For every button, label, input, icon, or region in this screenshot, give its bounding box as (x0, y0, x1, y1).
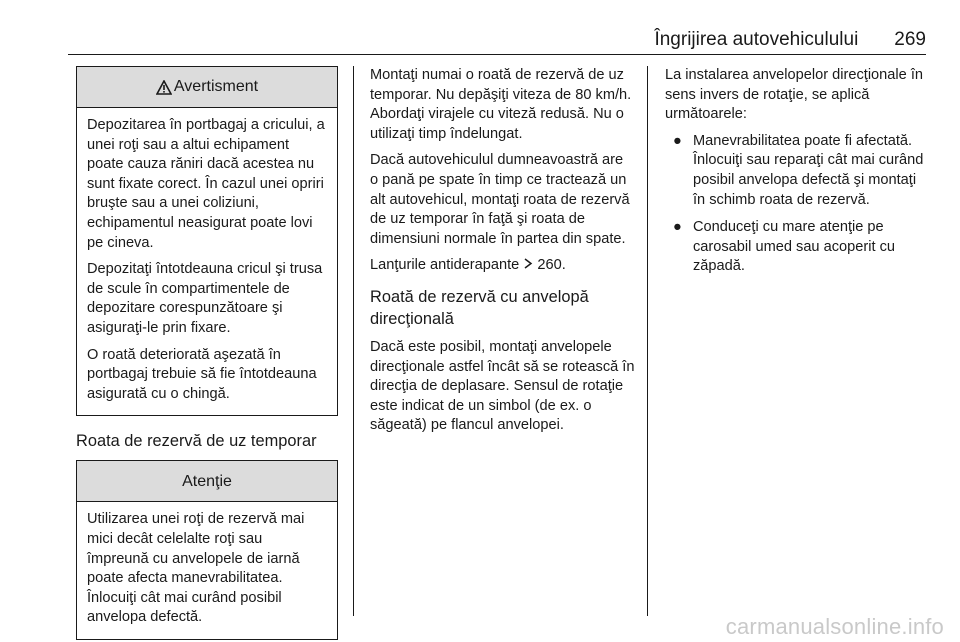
warning-paragraph: O roată deteriorată aşezată în portbagaj trebuie să fie întotdeauna asigurată cu o chingă. (87, 346, 317, 402)
column-divider-right (647, 66, 648, 616)
caution-paragraph: Utilizarea unei roţi de rezervă mai mici decât celelalte roţi sau împreună cu anvelopele de iarnă poate afecta manevrabilitatea. Înlocuiţi cât mai curând posibil anvelopa defectă. (87, 511, 305, 626)
list-item (665, 218, 927, 277)
list-item-text: Conduceţi cu mare atenţie pe carosabil umed sau acoperit cu zăpadă. (693, 219, 895, 275)
warning-paragraph: Depozitaţi întotdeauna cricul şi trusa de scule în compartimentele de depozitare corespunzătoare şi asiguraţi-le prin fixare. (87, 261, 323, 336)
caution-box (76, 460, 338, 640)
body-paragraph: Montaţi numai o roată de rezervă de uz temporar. Nu depăşiţi viteza de 80 km/h. Abordaţi virajele cu viteză redusă. Nu o utilizaţi timp îndelungat. (370, 67, 632, 142)
column-divider-left (353, 66, 354, 616)
page-title: Îngrijirea autovehiculului (654, 29, 859, 50)
list-item (665, 132, 927, 210)
warning-box (76, 66, 338, 416)
chains-page-link[interactable]: 260. (537, 257, 566, 274)
body-paragraph: Dacă autovehiculul dumneavoastră are o pană pe spate în timp ce tractează un alt autovehicul, montaţi roata de rezervă de uz temporar în faţă şi roata de dimensiuni normale în partea din spate. (370, 152, 630, 247)
list-item-text: Manevrabilitatea poate fi afectată. Înlocuiţi sau reparaţi cât mai curând posibil anvelopa defectă şi montaţi în schimb roata de rezervă. (693, 132, 924, 208)
section-title-temporary-spare: Roata de rezervă de uz temporar (76, 432, 317, 451)
column-left (76, 66, 338, 640)
chains-text: Lanţurile antiderapante (370, 257, 520, 274)
warning-triangle-icon (156, 80, 172, 95)
warning-body (77, 108, 337, 415)
caution-box-header (77, 461, 337, 502)
watermark: carmanualsonline.info (725, 614, 944, 639)
bullet-icon: ● (673, 132, 682, 149)
intro-paragraph: La instalarea anvelopelor direcţionale în sens invers de rotaţie, se aplică următoarele: (665, 67, 923, 123)
page-number: 269 (894, 29, 926, 50)
page-header (60, 26, 926, 54)
bullet-icon: ● (673, 219, 682, 236)
chains-reference (370, 256, 635, 276)
caution-title: Atenţie (182, 472, 232, 490)
caution-body (77, 502, 337, 639)
warning-title: Avertisment (173, 78, 259, 96)
page-reference-arrow-icon (523, 258, 533, 269)
bullet-list (665, 132, 927, 277)
column-middle (370, 66, 635, 443)
warning-box-header (77, 67, 337, 108)
section-title-directional: Roată de rezervă cu anvelopă direcţională (370, 287, 589, 328)
warning-paragraph: Depozitarea în portbagaj a cricului, a unei roţi sau a altui echipament poate cauza răniri dacă acestea nu sunt fixate corect. În cazul unei opriri bruşte sau a unei coliziuni, echipamentul neasigurat poate lovi pe cineva. (87, 117, 325, 251)
header-rule (68, 54, 926, 55)
column-right (665, 66, 927, 285)
body-paragraph: Dacă este posibil, montaţi anvelopele direcţionale astfel încât să se rotească în direcţia de deplasare. Sensul de rotaţie este indicat de un simbol (de ex. o săgeată) pe flancul anvelopei. (370, 338, 635, 434)
